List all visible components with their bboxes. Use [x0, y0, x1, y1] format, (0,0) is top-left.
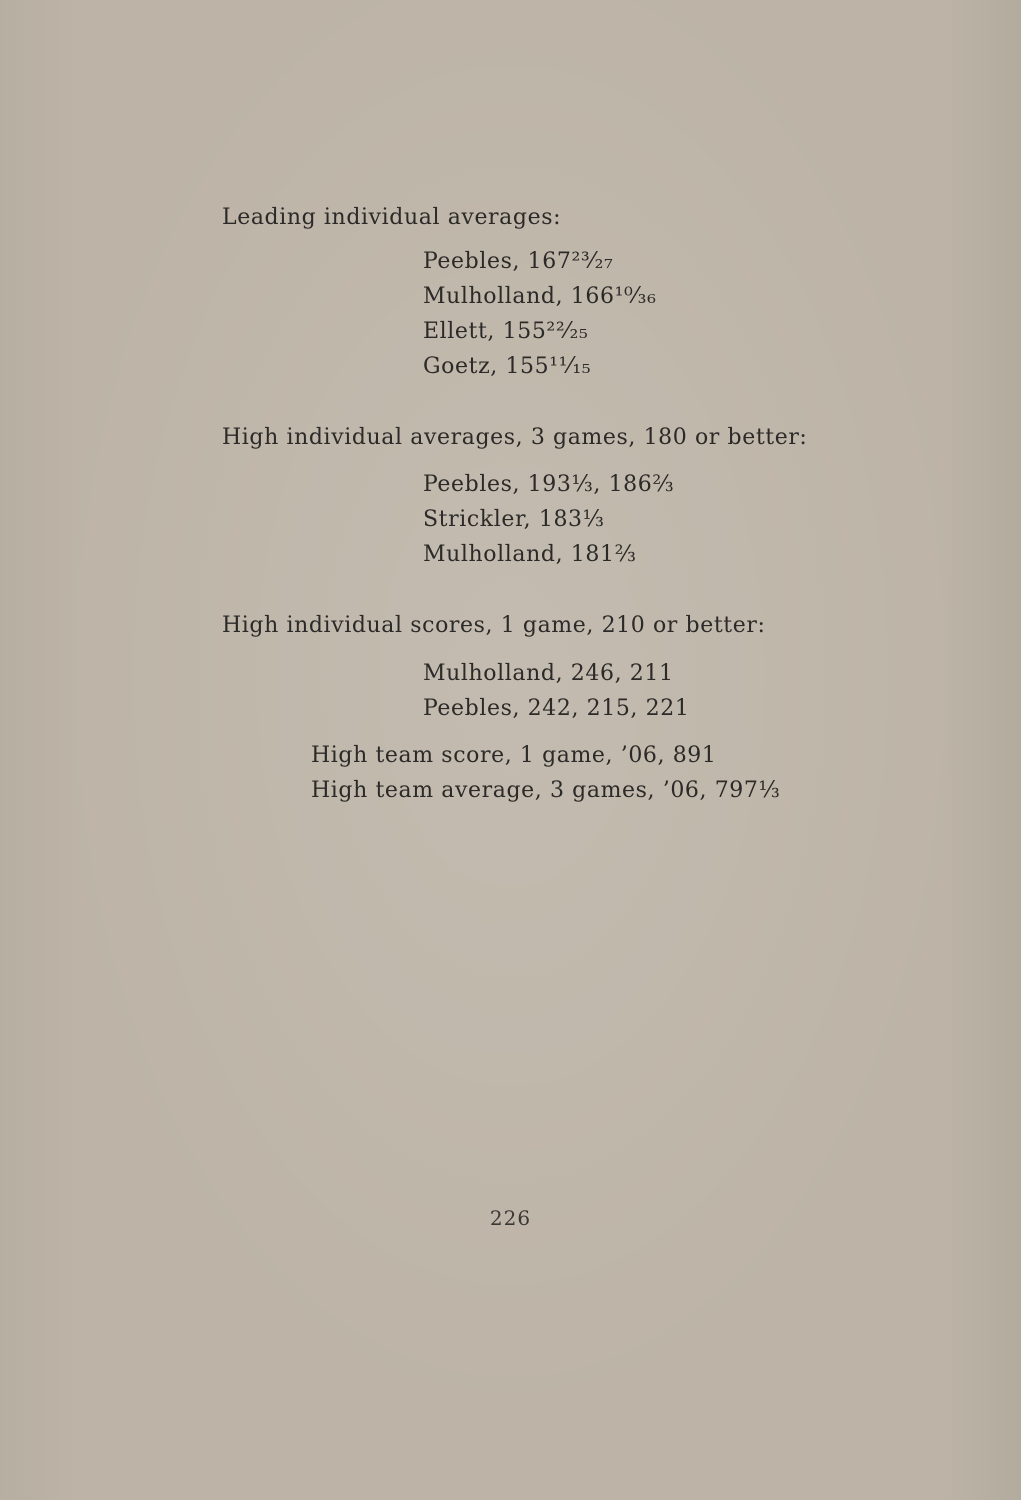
list-item: Peebles, 193⅓, 186⅔: [423, 472, 675, 497]
team-record-average: High team average, 3 games, ’06, 797⅓: [311, 778, 781, 803]
team-record-score: High team score, 1 game, ’06, 891: [311, 743, 717, 768]
list-item: Mulholland, 166¹⁰⁄₃₆: [423, 284, 657, 309]
list-item: Goetz, 155¹¹⁄₁₅: [423, 354, 592, 379]
list-item: Peebles, 167²³⁄₂₇: [423, 249, 614, 274]
list-item: Strickler, 183⅓: [423, 507, 605, 532]
list-item: Ellett, 155²²⁄₂₅: [423, 319, 589, 344]
section-heading-high-averages: High individual averages, 3 games, 180 or better:: [222, 425, 808, 450]
section-heading-leading-averages: Leading individual averages:: [222, 205, 562, 230]
list-item: Peebles, 242, 215, 221: [423, 696, 690, 721]
list-item: Mulholland, 246, 211: [423, 661, 674, 686]
list-item: Mulholland, 181⅔: [423, 542, 637, 567]
page-number: 226: [489, 1206, 532, 1230]
section-heading-high-scores: High individual scores, 1 game, 210 or better:: [222, 613, 766, 638]
